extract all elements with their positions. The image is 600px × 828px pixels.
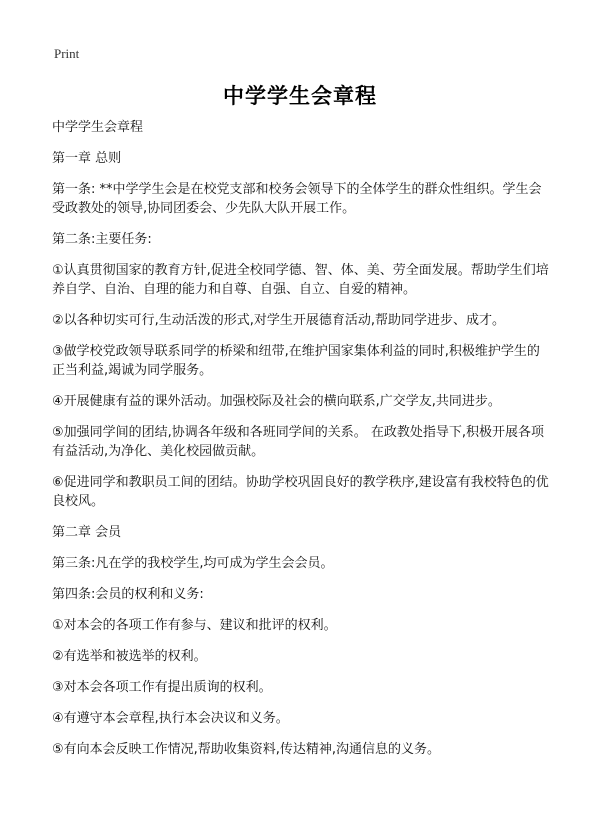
rights-item-2: ②有选举和被选举的权利。 — [52, 649, 207, 664]
task-item-5: ⑤加强同学间的团结,协调各年级和各班同学间的关系。 在政教处指导下,积极开展各项有益活动,为净化、美化校园做贡献。 — [52, 425, 545, 459]
article-1: 第一条: **中学学生会是在校党支部和校务会领导下的全体学生的群众性组织。学生会受政教处的领导,协同团委会、少先队大队开展工作。 — [52, 182, 542, 216]
paragraph-subtitle: 中学学生会章程 — [52, 120, 144, 135]
rights-item-1: ①对本会的各项工作有参与、建议和批评的权利。 — [52, 618, 337, 633]
rights-item-4: ④有遵守本会章程,执行本会决议和义务。 — [52, 711, 289, 726]
task-item-1: ①认真贯彻国家的教育方针,促进全校同学德、智、体、美、劳全面发展。帮助学生们培养自学、自治、自理的能力和自尊、自强、自立、自爱的精神。 — [52, 263, 549, 297]
document-title: 中学学生会章程 — [223, 84, 377, 108]
chapter-heading-1: 第一章 总则 — [52, 151, 122, 166]
article-2-heading: 第二条:主要任务: — [52, 232, 152, 247]
task-item-2: ②以各种切实可行,生动活泼的形式,对学生开展德育活动,帮助同学进步、成才。 — [52, 313, 506, 328]
chapter-heading-2: 第二章 会员 — [52, 525, 122, 540]
document-body — [52, 118, 552, 771]
task-item-4: ④开展健康有益的课外活动。加强校际及社会的横向联系,广交学友,共同进步。 — [52, 394, 501, 409]
rights-item-3: ③对本会各项工作有提出质询的权利。 — [52, 680, 272, 695]
task-item-3: ③做学校党政领导联系同学的桥梁和纽带,在维护国家集体利益的同时,积极维护学生的正当利益,竭诚为同学服务。 — [52, 344, 540, 378]
article-4-heading: 第四条:会员的权利和义务: — [52, 587, 204, 602]
print-link[interactable]: Print — [54, 46, 80, 61]
task-item-6: ⑥促进同学和教职员工间的团结。协助学校巩固良好的教学秩序,建设富有我校特色的优良校风。 — [52, 475, 549, 509]
rights-item-5: ⑤有向本会反映工作情况,帮助收集资料,传达精神,沟通信息的义务。 — [52, 742, 441, 757]
article-3: 第三条:凡在学的我校学生,均可成为学生会会员。 — [52, 556, 334, 571]
